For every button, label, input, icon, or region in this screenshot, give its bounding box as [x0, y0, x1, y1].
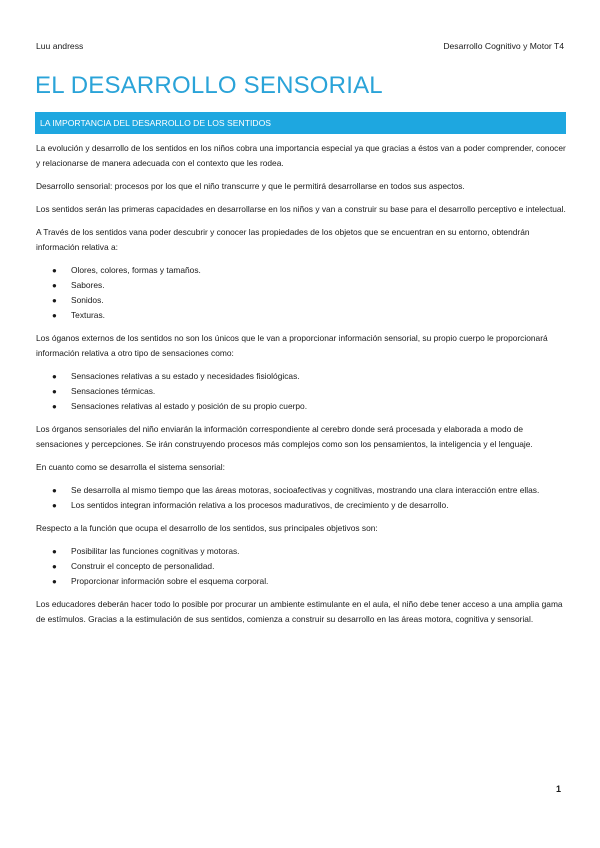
- bullet-icon: ●: [52, 387, 57, 396]
- bullet-icon: ●: [52, 266, 57, 275]
- list-item-text: Los sentidos integran información relativa a los procesos madurativos, de crecimiento y de desarrollo.: [71, 500, 449, 510]
- bullet-icon: ●: [52, 501, 57, 510]
- paragraph: En cuanto como se desarrolla el sistema sensorial:: [36, 462, 225, 472]
- paragraph: A Través de los sentidos vana poder descubrir y conocer las propiedades de los objetos que se encuentran en su entorno, obtendrán información relativa a:: [36, 227, 530, 252]
- paragraph: Respecto a la función que ocupa el desarrollo de los sentidos, sus principales objetivos son:: [36, 523, 378, 533]
- list-item: [52, 498, 566, 513]
- paragraph: Los óganos externos de los sentidos no son los únicos que le van a proporcionar información sensorial, su propio cuerpo le proporcionará información relativa a otro tipo de sensaciones como:: [36, 333, 548, 358]
- development-list: [36, 483, 566, 513]
- list-item: [52, 574, 566, 589]
- list-item: [52, 544, 566, 559]
- list-item-text: Sabores.: [71, 280, 105, 290]
- list-item: [52, 483, 566, 498]
- properties-list: [36, 263, 566, 323]
- bullet-icon: ●: [52, 547, 57, 556]
- bullet-icon: ●: [52, 577, 57, 586]
- bullet-icon: ●: [52, 281, 57, 290]
- paragraph: La evolución y desarrollo de los sentidos en los niños cobra una importancia especial ya que gracias a éstos van a poder comprender, conocer y relacionarse de manera adecuada con el contexto que les rodea.: [36, 143, 566, 168]
- list-item-text: Sensaciones térmicas.: [71, 386, 156, 396]
- list-item: [52, 559, 566, 574]
- bullet-icon: ●: [52, 562, 57, 571]
- list-item-text: Sonidos.: [71, 295, 104, 305]
- list-item: [52, 369, 566, 384]
- list-item-text: Posibilitar las funciones cognitivas y motoras.: [71, 546, 240, 556]
- paragraph: Los educadores deberán hacer todo lo posible por procurar un ambiente estimulante en el aula, el niño debe tener acceso a una amplia gama de estímulos. Gracias a la estimulación de sus sentidos, comienza a construir su desarrollo en las áreas motora, cognitiva y sensorial.: [36, 599, 563, 624]
- bullet-icon: ●: [52, 311, 57, 320]
- section-banner: LA IMPORTANCIA DEL DESARROLLO DE LOS SENTIDOS: [35, 112, 566, 134]
- paragraph: Desarrollo sensorial: procesos por los que el niño transcurre y que le permitirá desarrollarse en todos sus aspectos.: [36, 181, 465, 191]
- bullet-icon: ●: [52, 402, 57, 411]
- document-title: EL DESARROLLO SENSORIAL: [35, 72, 383, 99]
- list-item: [52, 384, 566, 399]
- list-item-text: Olores, colores, formas y tamaños.: [71, 265, 201, 275]
- list-item: [52, 278, 566, 293]
- list-item-text: Proporcionar información sobre el esquema corporal.: [71, 576, 269, 586]
- objectives-list: [36, 544, 566, 589]
- bullet-icon: ●: [52, 372, 57, 381]
- list-item-text: Sensaciones relativas al estado y posición de su propio cuerpo.: [71, 401, 308, 411]
- list-item-text: Se desarrolla al mismo tiempo que las áreas motoras, socioafectivas y cognitivas, mostrando una clara interacción entre ellas.: [71, 485, 540, 495]
- list-item: [52, 308, 566, 323]
- list-item-text: Construir el concepto de personalidad.: [71, 561, 215, 571]
- list-item-text: Sensaciones relativas a su estado y necesidades fisiológicas.: [71, 371, 300, 381]
- header-author: Luu andress: [36, 41, 84, 51]
- page-header: [36, 41, 564, 55]
- header-course: Desarrollo Cognitivo y Motor T4: [443, 41, 564, 51]
- sensations-list: [36, 369, 566, 414]
- list-item: [52, 399, 566, 414]
- bullet-icon: ●: [52, 486, 57, 495]
- list-item: [52, 293, 566, 308]
- paragraph: Los órganos sensoriales del niño enviarán la información correspondiente al cerebro donde será procesada y elaborada a modo de sensaciones y percepciones. Se irán construyendo procesos más complejos como son los pensamientos, la inteligencia y el lenguaje.: [36, 424, 533, 449]
- list-item-text: Texturas.: [71, 310, 105, 320]
- list-item: [52, 263, 566, 278]
- bullet-icon: ●: [52, 296, 57, 305]
- page-number: 1: [556, 784, 562, 794]
- document-body: [36, 141, 566, 635]
- paragraph: Los sentidos serán las primeras capacidades en desarrollarse en los niños y van a construir su base para el desarrollo perceptivo e intelectual.: [36, 204, 566, 214]
